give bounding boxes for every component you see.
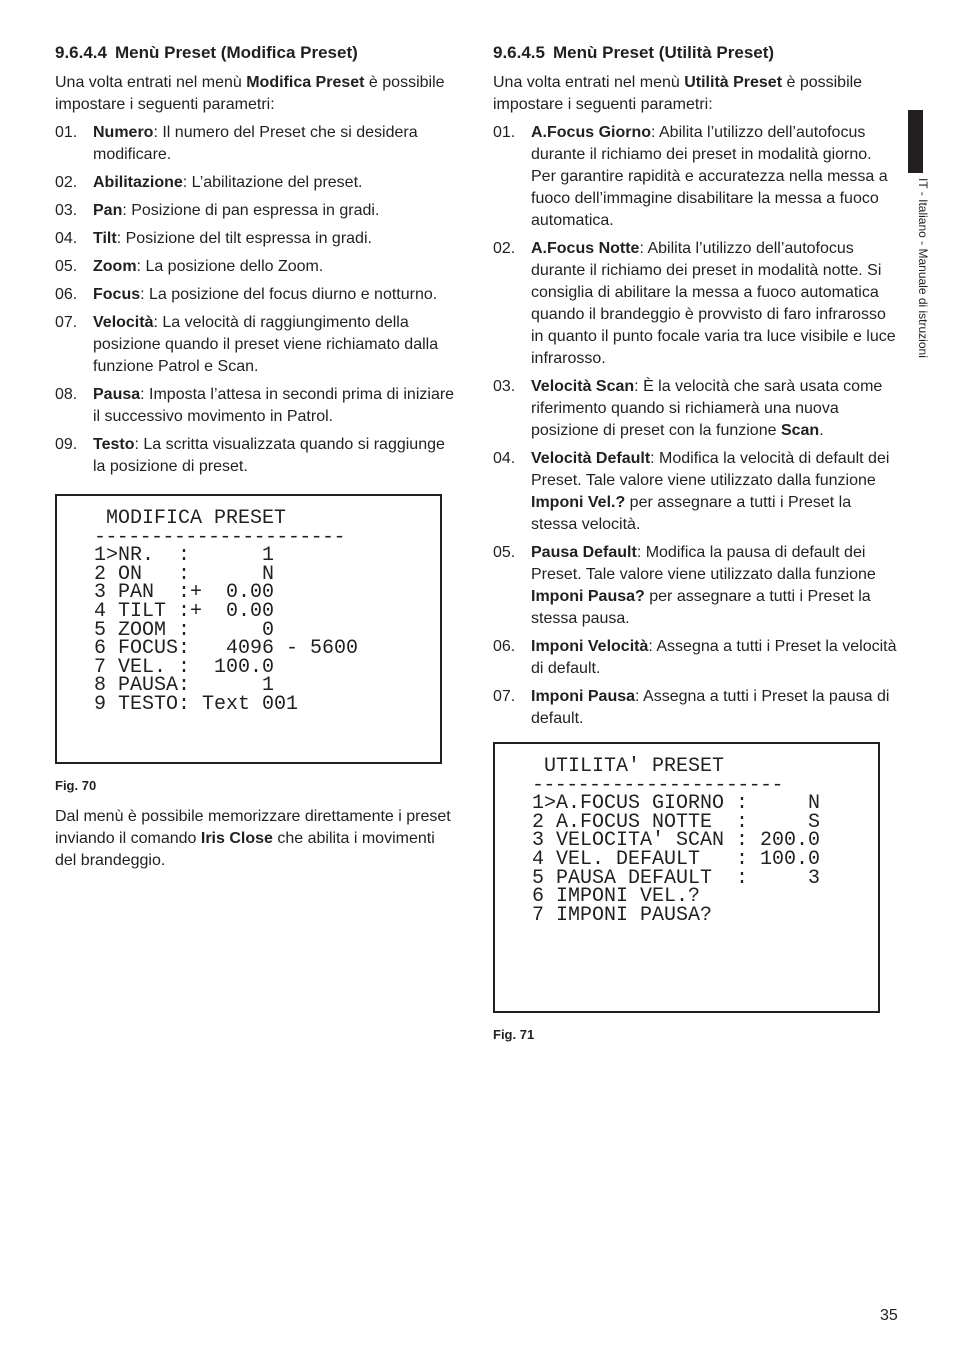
section-number: 9.6.4.4 xyxy=(55,43,107,62)
list-index: 04. xyxy=(55,230,78,247)
text-run: per assegnare a tutti i Preset la stessa pausa. xyxy=(531,588,871,627)
text-run: : Modifica la velocità di default dei Preset. Tale valore viene utilizzato dalla funzione xyxy=(531,450,890,489)
text-run: : È la velocità che sarà usata come riferimento quando si richiamerà una nuova posizione di preset con la funzione xyxy=(531,378,883,439)
list-index: 07. xyxy=(55,314,78,331)
list-item xyxy=(55,172,460,194)
left-column xyxy=(55,42,460,872)
list-item xyxy=(55,200,460,222)
text-run: è possibile impostare i seguenti parametri: xyxy=(493,74,863,113)
list-description: : La scritta visualizzata quando si raggiunge la posizione di preset. xyxy=(93,436,445,475)
text-run: : Assegna a tutti i Preset la velocità di default. xyxy=(531,638,897,677)
text-run: Dal menù è possibile memorizzare direttamente i preset inviando il comando xyxy=(55,808,451,847)
osd-menu-line: 2 ON : N xyxy=(94,562,275,586)
parameter-list xyxy=(55,122,460,478)
list-item xyxy=(493,686,898,730)
list-index: 04. xyxy=(493,450,516,467)
figure-caption: Fig. 70 xyxy=(55,778,97,793)
list-index: 01. xyxy=(493,124,516,141)
list-term: Tilt xyxy=(93,230,117,247)
osd-separator: ---------------------- xyxy=(532,773,783,797)
list-description: : L’abilitazione del preset. xyxy=(182,174,363,191)
osd-menu-line: 3 PAN :+ 0.00 xyxy=(94,581,275,605)
bold-term: A.Focus Notte xyxy=(531,240,640,257)
list-index: 06. xyxy=(493,638,516,655)
list-term: Testo xyxy=(93,436,135,453)
right-column xyxy=(493,42,898,1043)
osd-title: UTILITA' PRESET xyxy=(544,755,725,778)
bold-term: Modifica Preset xyxy=(246,74,365,91)
list-item xyxy=(493,122,898,232)
list-term: Velocità xyxy=(93,314,154,331)
list-index: 03. xyxy=(55,202,78,219)
list-index: 05. xyxy=(55,258,78,275)
bold-term: Imponi Velocità xyxy=(531,638,649,655)
list-item xyxy=(55,312,460,378)
list-index: 02. xyxy=(55,174,78,191)
text-run: è possibile impostare i seguenti parametri: xyxy=(55,74,445,113)
list-term: Focus xyxy=(93,286,141,303)
list-item xyxy=(493,376,898,442)
list-item xyxy=(55,228,460,250)
osd-menu-line: 8 PAUSA: 1 xyxy=(94,674,275,698)
osd-menu-line: 7 IMPONI PAUSA? xyxy=(532,903,713,927)
list-term: Numero xyxy=(93,124,154,141)
bold-term: Velocità Scan xyxy=(531,378,635,395)
text-run: : Abilita l’utilizzo dell’autofocus durante il richiamo dei preset in modalità giorno. Per garantire rapidità e accuratezza nella messa a fuoco dell’immagine disabilitare la messa a fuoco automatica. xyxy=(531,124,888,229)
list-term: Pan xyxy=(93,202,123,219)
text-run: Una volta entrati nel menù xyxy=(493,74,685,91)
section-title: Menù Preset (Modifica Preset) xyxy=(115,43,358,62)
osd-menu-line: 1>NR. : 1 xyxy=(94,544,275,568)
osd-screen-utilita-preset xyxy=(493,742,880,1013)
bold-term: Imponi Pausa? xyxy=(531,588,645,605)
section-heading-utilita-preset xyxy=(493,42,898,64)
list-description: : La posizione dello Zoom. xyxy=(136,258,324,275)
list-item xyxy=(493,448,898,536)
list-description: : Imposta l’attesa in secondi prima di iniziare il successivo movimento in Patrol. xyxy=(93,386,455,425)
osd-separator: ---------------------- xyxy=(94,525,345,549)
list-index: 07. xyxy=(493,688,516,705)
list-term: Zoom xyxy=(93,258,137,275)
osd-menu-line: 9 TESTO: Text 001 xyxy=(94,692,299,716)
bold-term: Iris Close xyxy=(200,830,273,847)
bold-term: Imponi Pausa xyxy=(531,688,636,705)
section-heading-modifica-preset xyxy=(55,42,460,64)
list-description: : Posizione di pan espressa in gradi. xyxy=(122,202,380,219)
list-item xyxy=(493,636,898,680)
list-item xyxy=(55,122,460,166)
osd-menu-line: 7 VEL. : 100.0 xyxy=(94,655,275,679)
list-index: 01. xyxy=(55,124,78,141)
bold-term: Imponi Vel.? xyxy=(531,494,626,511)
intro-paragraph xyxy=(493,72,898,116)
list-item xyxy=(55,284,460,306)
list-item xyxy=(493,542,898,630)
bold-term: Pausa Default xyxy=(531,544,637,561)
list-index: 09. xyxy=(55,436,78,453)
osd-title: MODIFICA PRESET xyxy=(106,507,287,530)
osd-menu-line: 2 A.FOCUS NOTTE : S xyxy=(532,810,821,834)
side-language-label: IT - Italiano - Manuale di istruzioni xyxy=(916,178,930,358)
intro-paragraph xyxy=(55,72,460,116)
text-run: : Assegna a tutti i Preset la pausa di default. xyxy=(531,688,890,727)
note-paragraph xyxy=(55,806,460,872)
text-run: per assegnare a tutti i Preset la stessa velocità. xyxy=(531,494,852,533)
list-index: 03. xyxy=(493,378,516,395)
page-number: 35 xyxy=(880,1307,898,1324)
bold-term: A.Focus Giorno xyxy=(531,124,651,141)
osd-menu-line: 1>A.FOCUS GIORNO : N xyxy=(532,792,821,816)
list-item xyxy=(55,384,460,428)
text-run: che abilita i movimenti del brandeggio. xyxy=(55,830,435,869)
section-title: Menù Preset (Utilità Preset) xyxy=(553,43,775,62)
list-item xyxy=(55,434,460,478)
list-item xyxy=(55,256,460,278)
list-term: Pausa xyxy=(93,386,141,403)
osd-screen-modifica-preset xyxy=(55,494,442,764)
osd-menu-line: 4 VEL. DEFAULT : 100.0 xyxy=(532,847,821,871)
text-run: : Modifica la pausa di default dei Preset. Tale valore viene utilizzato dalla funzione xyxy=(531,544,876,583)
osd-menu-line: 5 ZOOM : 0 xyxy=(94,618,275,642)
section-number: 9.6.4.5 xyxy=(493,43,545,62)
osd-menu-line: 6 IMPONI VEL.? xyxy=(532,885,701,909)
list-index: 06. xyxy=(55,286,78,303)
list-term: Abilitazione xyxy=(93,174,183,191)
text-run: . xyxy=(819,422,824,439)
list-description: : La velocità di raggiungimento della posizione quando il preset viene richiamato dalla funzione Patrol e Scan. xyxy=(93,314,439,375)
side-tab-marker xyxy=(908,110,923,173)
bold-term: Utilità Preset xyxy=(684,74,783,91)
bold-term: Scan xyxy=(780,422,820,439)
osd-menu-line: 5 PAUSA DEFAULT : 3 xyxy=(532,866,821,890)
bold-term: Velocità Default xyxy=(531,450,651,467)
list-index: 05. xyxy=(493,544,516,561)
list-index: 08. xyxy=(55,386,78,403)
text-run: : Abilita l’utilizzo dell’autofocus durante il richiamo dei preset in modalità notte. Si consiglia di abilitare la messa a fuoco automatica quando il brandeggio è provvisto di faro infrarosso in quanto il punto focale varia tra luce visibile e luce infrarosso. xyxy=(531,240,896,367)
text-run: Una volta entrati nel menù xyxy=(55,74,247,91)
figure-caption: Fig. 71 xyxy=(493,1027,535,1042)
osd-menu-line: 4 TILT :+ 0.00 xyxy=(94,599,275,623)
parameter-list xyxy=(493,122,898,730)
list-index: 02. xyxy=(493,240,516,257)
list-description: : Posizione del tilt espressa in gradi. xyxy=(116,230,372,247)
osd-menu-line: 3 VELOCITA' SCAN : 200.0 xyxy=(532,829,821,853)
list-description: : Il numero del Preset che si desidera modificare. xyxy=(93,124,418,163)
osd-menu-line: 6 FOCUS: 4096 - 5600 xyxy=(94,637,359,661)
list-description: : La posizione del focus diurno e notturno. xyxy=(140,286,438,303)
list-item xyxy=(493,238,898,370)
